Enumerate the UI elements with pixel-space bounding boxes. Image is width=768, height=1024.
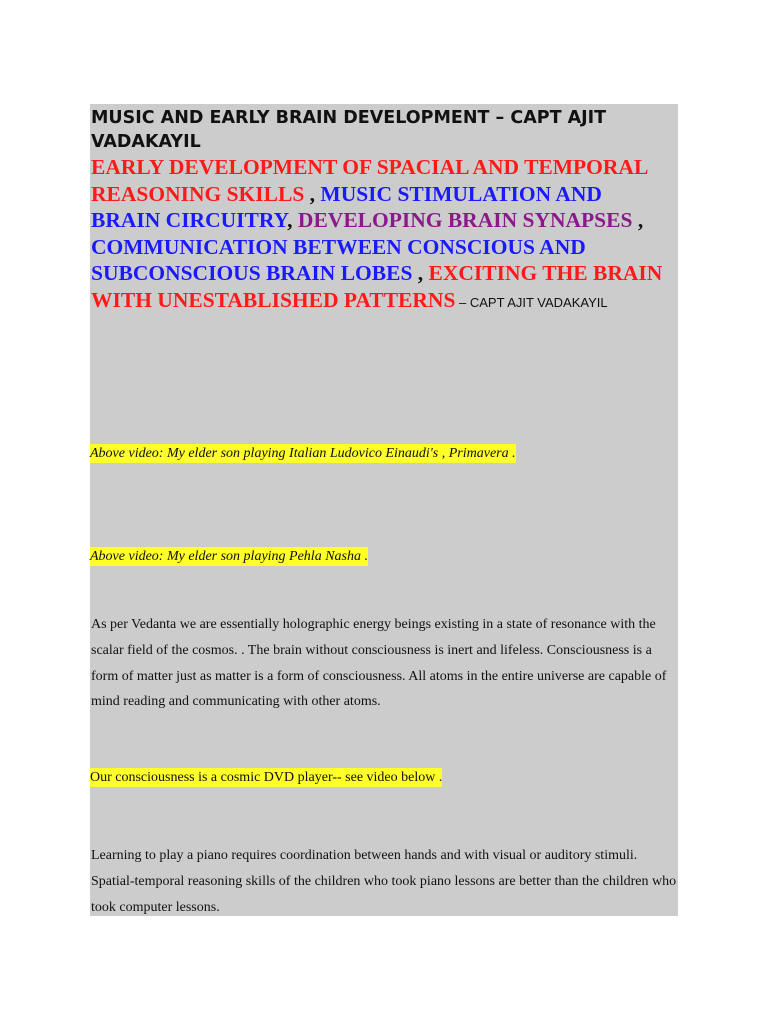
headline-separator: , <box>287 208 298 232</box>
document-title: MUSIC AND EARLY BRAIN DEVELOPMENT – CAPT AJIT VADAKAYIL <box>91 108 607 152</box>
headline-part-brain-synapses: DEVELOPING BRAIN SYNAPSES <box>297 208 633 232</box>
headline-separator: , <box>632 208 644 232</box>
paragraph-vedanta: As per Vedanta we are essentially holographic energy beings existing in a state of resonance with the scalar field of the cosmos. . The brain without consciousness is inert and lifeless. Consciousness is a form of matter just as matter is a form of consciousness. All atoms in the entire universe are capable of mind reading and communicating with other atoms. <box>91 617 667 710</box>
headline-separator: , <box>412 261 429 285</box>
paragraph-piano-learning: Learning to play a piano requires coordination between hands and with visual or auditory stimuli. Spatial-temporal reasoning skills of the children who took piano lessons are better than the children who took computer lessons. <box>91 848 677 915</box>
headline-byline: – CAPT AJIT VADAKAYIL <box>455 294 608 310</box>
video-caption-primavera: Above video: My elder son playing Italian Ludovico Einaudi's , Primavera . <box>90 446 516 461</box>
headline <box>91 154 676 316</box>
headline-part-music-stimulation: MUSIC STIMULATION AND BRAIN CIRCUITRY <box>91 181 602 232</box>
headline-part-spatial-reasoning: EARLY DEVELOPMENT OF SPACIAL AND TEMPORAL REASONING SKILLS <box>91 155 648 206</box>
highlight-dvd-player-note: Our consciousness is a cosmic DVD player-- see video below . <box>90 770 443 785</box>
headline-separator: , <box>304 181 321 206</box>
headline-part-communication: COMMUNICATION BETWEEN CONSCIOUS AND SUBCONSCIOUS BRAIN LOBES <box>91 234 586 285</box>
headline-part-exciting-brain: EXCITING THE BRAIN WITH UNESTABLISHED PATTERNS <box>91 261 663 312</box>
video-caption-pehla-nasha: Above video: My elder son playing Pehla Nasha . <box>90 549 368 564</box>
